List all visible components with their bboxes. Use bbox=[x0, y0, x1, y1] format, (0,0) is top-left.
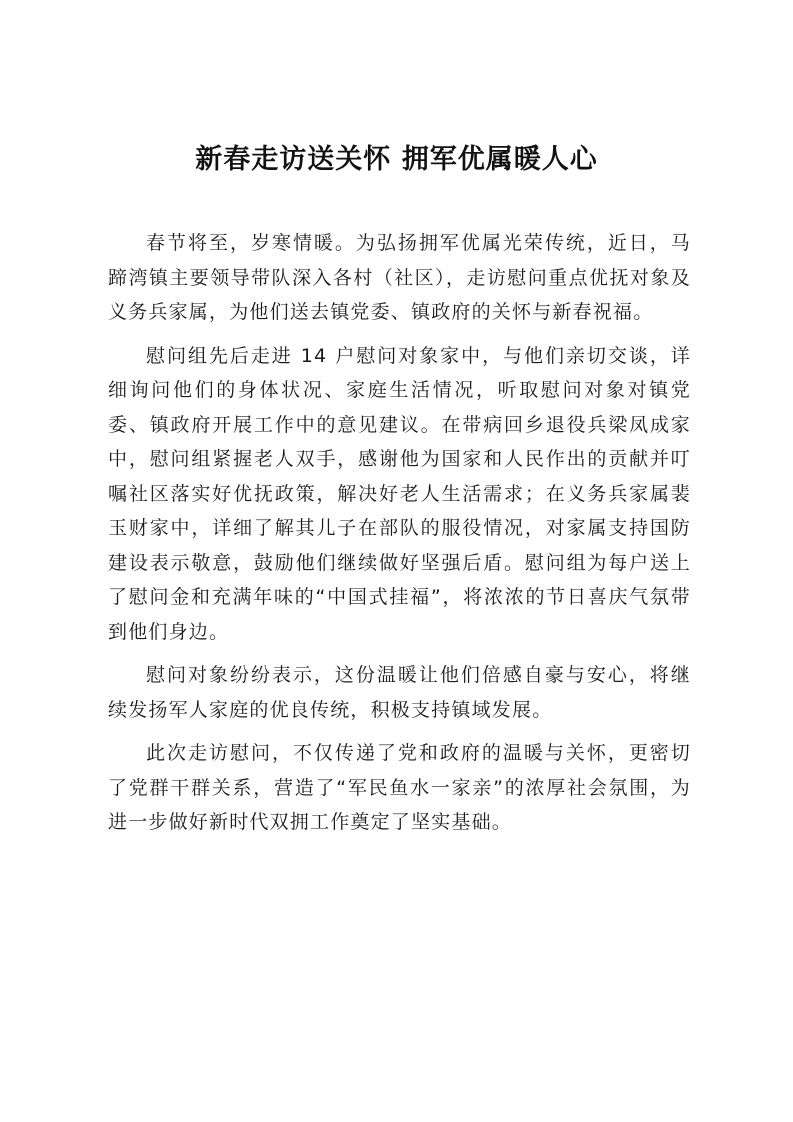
document-title: 新春走访送关怀 拥军优属暖人心 bbox=[195, 144, 598, 175]
paragraph-2: 慰问组先后走进 14 户慰问对象家中，与他们亲切交谈，详细询问他们的身体状况、家庭生活情况，听取慰问对象对镇党委、镇政府开展工作中的意见建议。在带病回乡退役兵梁凤成家中，慰问组紧握老人双手，感谢他为国家和人民作出的贡献并叮嘱社区落实好优抚政策，解决好老人生活需求；在义务兵家属裴玉财家中，详细了解其儿子在部队的服役情况，对家属支持国防建设表示敬意，鼓励他们继续做好坚强后盾。慰问组为每户送上了慰问金和充满年味的“中国式挂福”，将浓浓的节日喜庆气氛带到他们身边。 bbox=[108, 344, 691, 643]
paragraph-1: 春节将至，岁寒情暖。为弘扬拥军优属光荣传统，近日，马蹄湾镇主要领导带队深入各村（社区），走访慰问重点优抚对象及义务兵家属，为他们送去镇党委、镇政府的关怀与新春祝福。 bbox=[108, 232, 691, 323]
document-body bbox=[108, 226, 691, 849]
paragraph-4: 此次走访慰问，不仅传递了党和政府的温暖与关怀，更密切了党群干群关系，营造了“军民鱼水一家亲”的浓厚社会氛围，为进一步做好新时代双拥工作奠定了坚实基础。 bbox=[108, 742, 691, 833]
paragraph-3: 慰问对象纷纷表示，这份温暖让他们倍感自豪与安心，将继续发扬军人家庭的优良传统，积极支持镇域发展。 bbox=[108, 664, 691, 721]
